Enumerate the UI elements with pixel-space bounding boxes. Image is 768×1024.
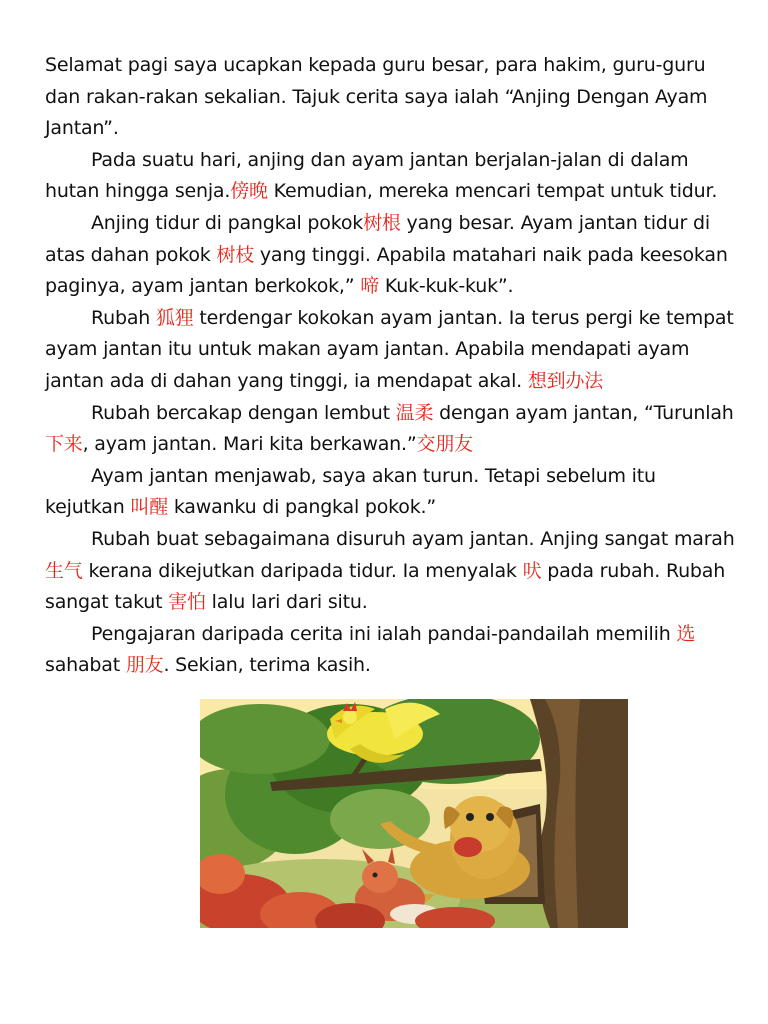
chinese-gloss-shengqi: 生气 <box>45 559 83 582</box>
text-run: sahabat <box>45 654 126 677</box>
text-run: . Sekian, terima kasih. <box>163 654 371 677</box>
text-run: dengan ayam jantan, “Turunlah <box>433 401 734 424</box>
text-run: Kemudian, mereka mencari tempat untuk tidur. <box>267 180 718 203</box>
text-run: Pengajaran daripada cerita ini ialah pandai-pandailah memilih <box>91 622 677 645</box>
text-run: Ayam jantan menjawab, saya akan turun. Tetapi sebelum itu kejutkan <box>45 464 656 519</box>
paragraph-6 <box>45 461 735 524</box>
text-run: terdengar kokokan ayam jantan. Ia terus pergi ke tempat ayam jantan itu untuk makan ayam jantan. Apabila mendapati ayam jantan ada di dahan yang tinggi, ia mendapat akal. <box>45 306 734 392</box>
chinese-gloss-huli: 狐狸 <box>155 306 194 329</box>
chinese-gloss-wenrou: 温柔 <box>395 401 434 424</box>
text-run: lalu lari dari situ. <box>205 591 368 614</box>
chinese-gloss-jiaopengyou: 交朋友 <box>416 433 473 456</box>
chinese-gloss-shuzhi: 树枝 <box>216 243 255 266</box>
text-run: Selamat pagi saya ucapkan kepada guru besar, para hakim, guru-guru dan rakan-rakan sekalian. Tajuk cerita saya ialah “Anjing Dengan Ayam Jantan”. <box>45 54 708 140</box>
paragraph-3 <box>45 208 735 303</box>
text-run: Rubah <box>91 306 156 329</box>
chinese-gloss-haipa: 害怕 <box>168 591 206 614</box>
story-text <box>45 50 735 682</box>
text-run: , ayam jantan. Mari kita berkawan.” <box>82 433 417 456</box>
paragraph-4 <box>45 303 735 398</box>
story-illustration <box>200 699 628 928</box>
text-run: kawanku di pangkal pokok.” <box>168 496 437 519</box>
chinese-gloss-fei: 吠 <box>522 559 542 582</box>
chinese-gloss-xiangdaobanfa: 想到办法 <box>527 369 604 392</box>
text-run: Pada suatu hari, anjing dan ayam jantan berjalan-jalan di dalam hutan hingga senja. <box>45 148 689 203</box>
paragraph-2 <box>45 145 735 208</box>
text-run: yang besar. Ayam jantan tidur di atas dahan pokok <box>45 211 710 266</box>
chinese-gloss-shugen: 树根 <box>363 211 401 234</box>
text-run: Rubah buat sebagaimana disuruh ayam jantan. Anjing sangat marah <box>91 527 735 550</box>
chinese-gloss-pengyou: 朋友 <box>125 654 164 677</box>
paragraph-5 <box>45 398 735 461</box>
text-run: Kuk-kuk-kuk”. <box>379 275 514 298</box>
text-run: pada rubah. Rubah sangat takut <box>45 559 726 614</box>
text-run: Rubah bercakap dengan lembut <box>91 401 396 424</box>
paragraph-intro <box>45 50 735 145</box>
paragraph-moral <box>45 619 735 682</box>
chinese-gloss-xialai: 下来 <box>45 433 83 456</box>
chinese-gloss-jiaoxing: 叫醒 <box>130 496 168 519</box>
text-run: Anjing tidur di pangkal pokok <box>91 211 364 234</box>
chinese-gloss-xuan: 选 <box>676 622 696 645</box>
text-run: yang tinggi. Apabila matahari naik pada keesokan paginya, ayam jantan berkokok,” <box>45 243 728 298</box>
chinese-gloss-bangwan: 傍晚 <box>230 180 268 203</box>
text-run: kerana dikejutkan daripada tidur. Ia menyalak <box>82 559 523 582</box>
chinese-gloss-ti: 啼 <box>360 275 380 298</box>
paragraph-7 <box>45 524 735 619</box>
